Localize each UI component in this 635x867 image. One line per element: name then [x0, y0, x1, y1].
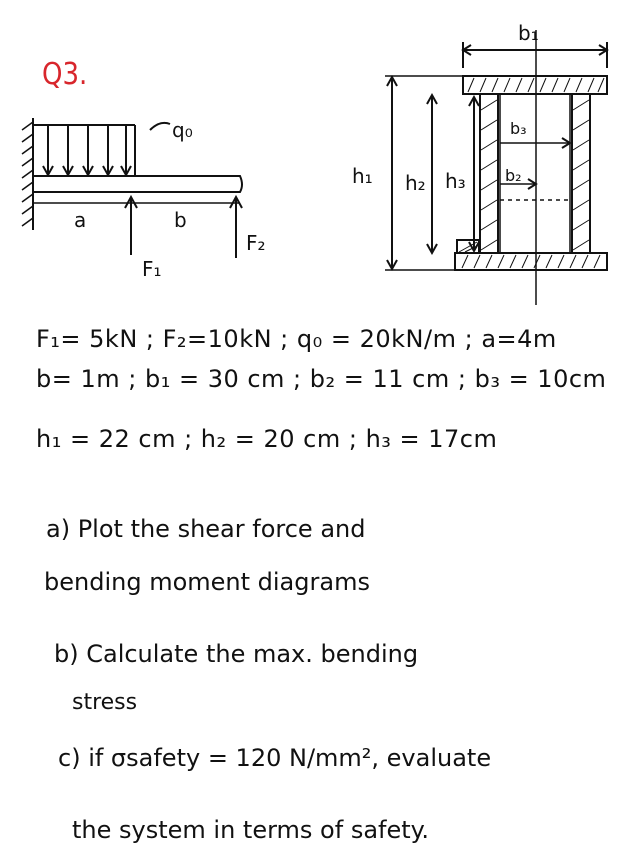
question-number: Q3. — [42, 57, 88, 93]
f2-label: F₂ — [246, 231, 266, 255]
h1-label: h₁ — [352, 164, 373, 188]
b3-label: b₃ — [510, 119, 527, 138]
task-b-line-1: b) Calculate the max. bending — [54, 640, 419, 668]
h2-label: h₂ — [405, 171, 426, 195]
beam — [33, 176, 242, 192]
b1-label: b₁ — [518, 21, 539, 45]
f1-label: F₁ — [142, 257, 162, 281]
load-label: q₀ — [172, 118, 193, 142]
task-c-line-1: c) if σsafety = 120 N/mm², evaluate — [58, 744, 492, 772]
given-line-3: h₁ = 22 cm ; h₂ = 20 cm ; h₃ = 17cm — [36, 425, 498, 453]
wall-hatching — [22, 122, 33, 226]
span-a-label: a — [74, 208, 87, 232]
top-flange — [463, 76, 607, 94]
given-line-2: b= 1m ; b₁ = 30 cm ; b₂ = 11 cm ; b₃ = 10cm — [36, 365, 607, 393]
given-line-1: F₁= 5kN ; F₂=10kN ; q₀ = 20kN/m ; a=4m — [36, 325, 557, 353]
load-arrows — [43, 125, 131, 175]
b2-label: b₂ — [505, 166, 522, 185]
task-a-line-1: a) Plot the shear force and — [46, 515, 366, 543]
task-b-line-2: stress — [72, 690, 138, 715]
span-b-label: b — [174, 208, 187, 232]
task-c-line-2: the system in terms of safety. — [72, 816, 430, 844]
beam-diagram — [22, 118, 242, 258]
h3-label: h₃ — [445, 169, 466, 193]
cross-section-diagram — [385, 30, 607, 305]
task-a-line-2: bending moment diagrams — [44, 568, 370, 596]
load-leader — [150, 123, 170, 130]
bottom-flange — [455, 253, 607, 270]
